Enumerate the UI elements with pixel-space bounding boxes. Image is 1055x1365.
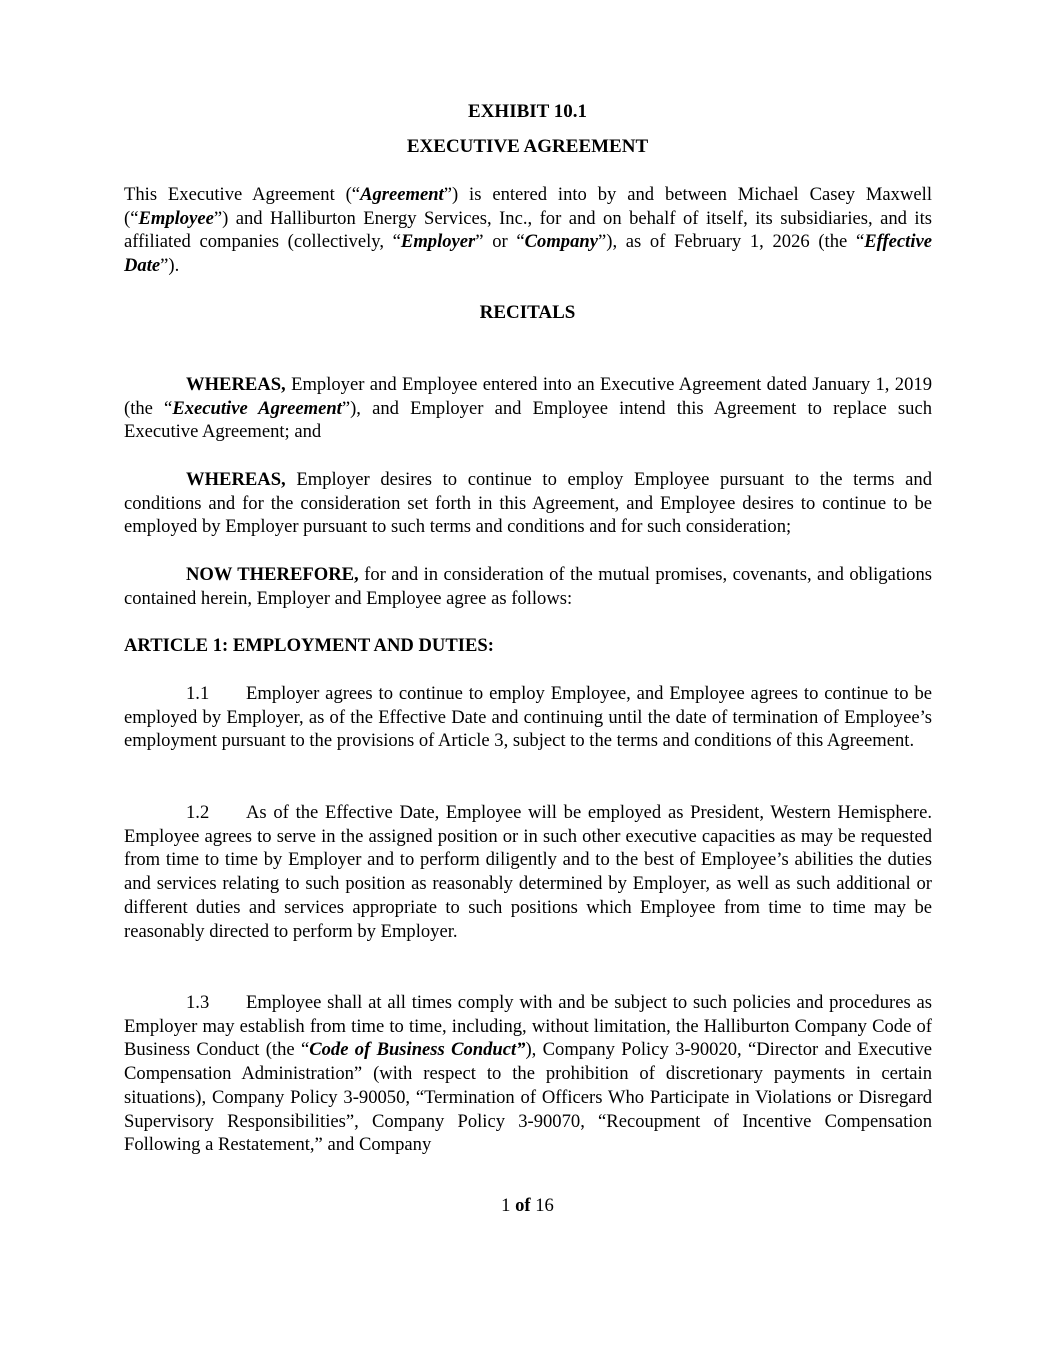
section-1-2: 1.2 As of the Effective Date, Employee will be employed as President, Western Hemisphere. Employee agrees to serve in the assigned position or in such other executive capacities as may be requested from time to time by Employer and to perform diligently and to the best of Employee’s abilities the duties and services relating to such position as reasonably determined by Employer, as well as such additional or different duties and services appropriate to such positions which Employee from time to time may be reasonably directed to perform by Employer.	[124, 802, 932, 942]
whereas-paragraph-1: WHEREAS, Employer and Employee entered into an Executive Agreement dated January 1, 2019 (the “Executive Agreement”), and Employer and Employee intend this Agreement to replace such Executive Agreement; and	[124, 374, 932, 443]
exhibit-number: EXHIBIT 10.1	[468, 101, 587, 122]
page-number-footer: 1 of 16	[501, 1195, 554, 1216]
document-title: EXECUTIVE AGREEMENT	[406, 136, 649, 157]
defined-term-employee: Employee	[138, 207, 214, 229]
section-1-1: 1.1 Employer agrees to continue to employ Employee, and Employee agrees to continue to be employed by Employer, as of the Effective Date and continuing until the date of termination of Employee’s employment pursuant to the provisions of Article 3, subject to the terms and conditions of this Agreement.	[124, 683, 932, 752]
whereas-paragraph-2: WHEREAS, Employer desires to continue to employ Employee pursuant to the terms and conditions and for the consideration set forth in this Agreement, and Employee desires to continue to be employed by Employer pursuant to such terms and conditions and for such consideration;	[124, 469, 932, 538]
section-number: 1.2	[186, 802, 210, 823]
section-1-3: 1.3 Employee shall at all times comply with and be subject to such policies and procedures as Employer may establish from time to time, including, without limitation, the Halliburton Company Code of Business Conduct (the “Code of Business Conduct”), Company Policy 3-90020, “Director and Executive Compensation Administration” (with respect to the prohibition of discretionary payments in certain situations), Company Policy 3-90050, “Termination of Officers Who Participate in Violations or Disregard Supervisory Responsibilities”, Company Policy 3-90070, “Recoupment of Incentive Compensation Following a Restatement,” and Company	[124, 992, 932, 1156]
defined-term-employer: Employer	[400, 231, 476, 253]
defined-term-company: Company	[524, 231, 598, 253]
recitals-heading: RECITALS	[479, 302, 576, 323]
defined-term-code-of-business-conduct: Code of Business Conduct”	[309, 1039, 526, 1061]
section-number: 1.3	[186, 992, 210, 1013]
intro-paragraph: This Executive Agreement (“Agreement”) is entered into by and between Michael Casey Maxwell (“Employee”) and Halliburton Energy Services, Inc., for and on behalf of itself, its subsidiaries, and its affiliated companies (collectively, “Employer” or “Company”), as of February 1, 2026 (the “Effective Date”).	[124, 184, 932, 277]
section-number: 1.1	[186, 683, 210, 704]
article-1-heading: ARTICLE 1: EMPLOYMENT AND DUTIES:	[124, 635, 494, 656]
defined-term-executive-agreement: Executive Agreement	[172, 397, 342, 419]
defined-term-agreement: Agreement	[360, 184, 444, 205]
now-therefore-paragraph: NOW THEREFORE, for and in consideration of the mutual promises, covenants, and obligations contained herein, Employer and Employee agree as follows:	[124, 564, 932, 609]
defined-term-effective-date: Effective Date	[124, 231, 932, 277]
